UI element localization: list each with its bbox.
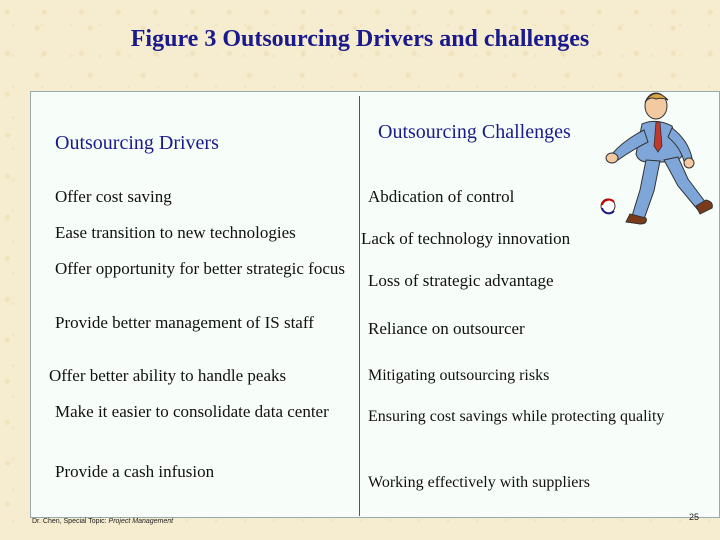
slide-title: Figure 3 Outsourcing Drivers and challenges [130, 26, 590, 52]
driver-item: Provide better management of IS staff [55, 313, 314, 332]
driver-item: Offer better ability to handle peaks [49, 366, 287, 385]
driver-item: Ease transition to new technologies [55, 223, 296, 242]
challenge-item: Mitigating outsourcing risks [368, 367, 550, 384]
challenge-item: Working effectively with suppliers [368, 474, 590, 491]
driver-item: Provide a cash infusion [55, 462, 215, 481]
businessman-throwing-ball-icon [590, 84, 720, 234]
slide-footer [32, 518, 173, 525]
challenges-header: Outsourcing Challenges [378, 121, 571, 143]
driver-item: Offer opportunity for better strategic focus [55, 259, 346, 278]
challenge-item: Ensuring cost savings while protecting quality [368, 408, 665, 425]
driver-item: Make it easier to consolidate data center [55, 402, 329, 421]
page-number: 25 [689, 512, 700, 522]
challenge-item: Reliance on outsourcer [368, 319, 525, 338]
challenge-item: Loss of strategic advantage [368, 271, 554, 290]
driver-item: Offer cost saving [55, 187, 172, 206]
footer-course: Project Management [108, 518, 174, 525]
column-divider [359, 96, 360, 516]
challenge-item: Abdication of control [368, 187, 515, 206]
footer-author: Dr. Chen, Special Topic: [32, 518, 109, 525]
challenge-item: Lack of technology innovation [361, 229, 571, 248]
drivers-header: Outsourcing Drivers [55, 132, 219, 154]
